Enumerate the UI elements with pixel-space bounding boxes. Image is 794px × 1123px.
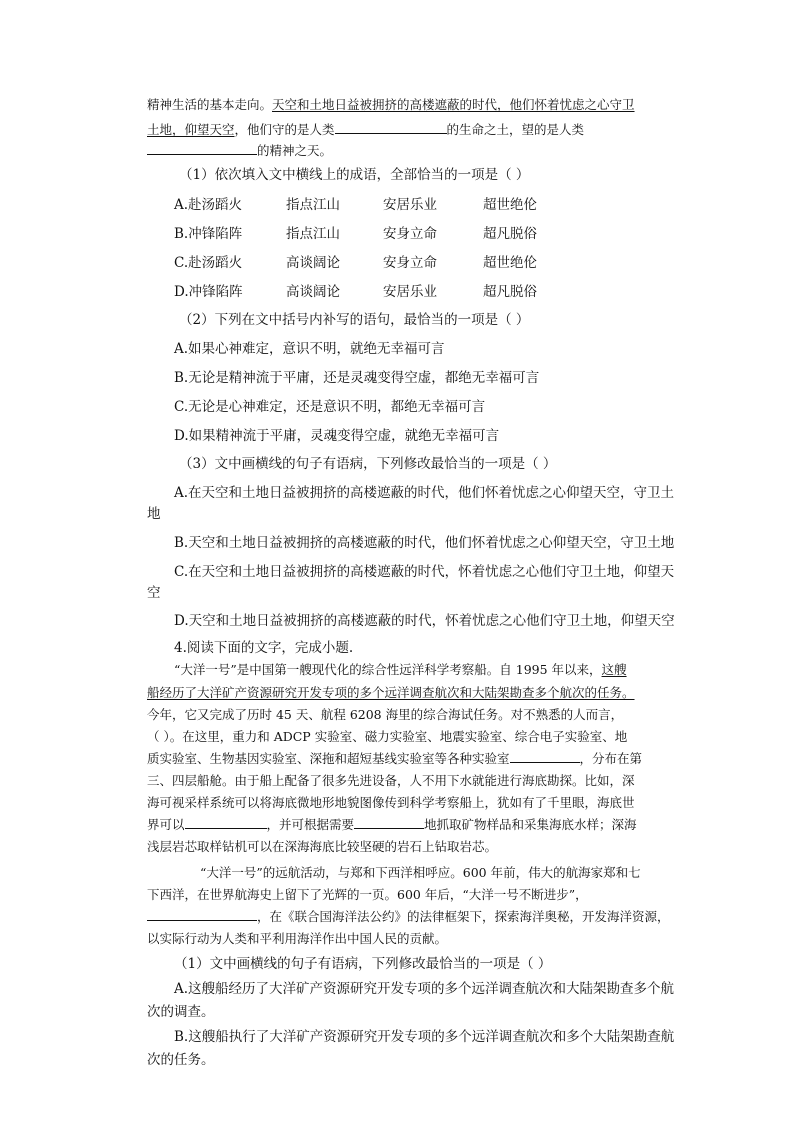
fill-blank[interactable] (185, 816, 267, 829)
q4-p1-line5: 质实验室、生物基因实验室、深拖和超短基线实验室等各种实验室 ，分布在第 (147, 751, 643, 766)
q1-option-b[interactable]: B.冲锋陷阵 指点江山 安身立命 超凡脱俗 (174, 226, 537, 242)
q3-option-d[interactable]: D.天空和土地日益被拥挤的高楼遮蔽的时代，怀着忧虑之心他们守卫土地，仰望天空 (174, 613, 675, 629)
passage1-line3: 的精神之天。 (147, 142, 332, 160)
fill-blank[interactable] (335, 121, 447, 134)
q4-heading: 4.阅读下面的文字，完成小题. (174, 640, 354, 656)
underlined-sentence-end: 土地，仰望天空 (147, 122, 235, 137)
underlined-sentence: 天空和土地日益被拥挤的高楼遮蔽的时代，他们怀着忧虑之心守卫 (272, 97, 635, 112)
q4-p2-line2: 下西洋，在世界航海史上留下了光辉的一页。600 年后，“大洋一号不断进步”， (147, 887, 588, 902)
q4-sub1-option-a-cont: 次的调查。 (147, 1004, 215, 1020)
q2-option-c[interactable]: C.无论是心神难定，还是意识不明，都绝无幸福可言 (174, 399, 486, 415)
q4-p2-line1: “大洋一号”的远航活动，与郑和下西洋相呼应。600 年前，伟大的航海家郑和七 (200, 865, 641, 880)
q4-sub1-stem: （1）文中画横线的句子有语病，下列修改最恰当的一项是（ ） (174, 956, 552, 972)
q4-p1-line8: 界可以 ，并可根据需要 地抓取矿物样品和采集海底水样；深海 (147, 817, 637, 832)
q2-option-a[interactable]: A.如果心神难定，意识不明，就绝无幸福可言 (174, 341, 445, 357)
q2-option-d[interactable]: D.如果精神流于平庸，灵魂变得空虚，就绝无幸福可言 (174, 428, 500, 444)
q3-option-c[interactable]: C.在天空和土地日益被拥挤的高楼遮蔽的时代，怀着忧虑之心他们守卫土地，仰望天 (174, 564, 675, 580)
q4-p2-line3: ，在《联合国海洋法公约》的法律框架下，探索海洋奥秘，开发海洋资源， (147, 908, 670, 926)
q4-sub1-option-a[interactable]: A.这艘船经历了大洋矿产资源研究开发专项的多个远洋调查航次和大陆架勘查多个航 (174, 981, 675, 997)
q1-option-d[interactable]: D.冲锋陷阵 高谈阔论 安居乐业 超凡脱俗 (174, 284, 537, 300)
fill-blank[interactable] (510, 750, 580, 763)
q4-sub1-option-b-cont: 次的任务。 (147, 1052, 215, 1068)
q1-option-c[interactable]: C.赴汤蹈火 高谈阔论 安身立命 超世绝伦 (174, 255, 537, 271)
q4-p2-line4: 以实际行动为人类和平利用海洋作出中国人民的贡献。 (147, 931, 448, 946)
q2-option-b[interactable]: B.无论是精神流于平庸，还是灵魂变得空虚，都绝无幸福可言 (174, 370, 540, 386)
q4-sub1-option-b[interactable]: B.这艘船执行了大洋矿产资源研究开发专项的多个远洋调查航次和多个大陆架勘查航 (174, 1029, 675, 1045)
passage1-line1: 精神生活的基本走向。天空和土地日益被拥挤的高楼遮蔽的时代，他们怀着忧虑之心守卫 (147, 97, 635, 112)
q1-option-a[interactable]: A.赴汤蹈火 指点江山 安居乐业 超世绝伦 (174, 197, 537, 213)
q4-p1-line3: 今年，它又完成了历时 45 天、航程 6208 海里的综合海试任务。对不熟悉的人而言， (147, 707, 624, 722)
q3-option-c-cont: 空 (147, 585, 161, 601)
q4-p1-line2-underlined: 船经历了大洋矿产资源研究开发专项的多个远洋调查航次和大陆架勘查多个航次的任务。 (147, 685, 635, 700)
q3-option-a-cont: 地 (147, 506, 161, 522)
underlined-sentence: 这艘 (601, 662, 627, 677)
q4-p1-line6: 三、四层船舱。由于船上配备了很多先进设备，人不用下水就能进行海底勘探。比如，深 (147, 773, 635, 788)
passage1-line2: 土地，仰望天空，他们守的是人类 的生命之土，望的是人类 (147, 122, 585, 137)
q4-p1-line7: 海可视采样系统可以将海底微地形地貌图像传到科学考察船上，犹如有了千里眼，海底世 (147, 795, 635, 810)
q3-stem: （3）文中画横线的句子有语病，下列修改最恰当的一项是（ ） (179, 456, 557, 472)
q1-stem: （1）依次填入文中横线上的成语，全部恰当的一项是（ ） (179, 167, 530, 183)
fill-blank[interactable] (147, 908, 257, 921)
fill-blank[interactable] (147, 142, 257, 155)
q4-p1-line9: 浅层岩芯取样钻机可以在深海海底比较坚硬的岩石上钻取岩芯。 (147, 839, 498, 854)
q2-stem: （2）下列在文中括号内补写的语句，最恰当的一项是（ ） (179, 312, 530, 328)
fill-blank[interactable] (354, 816, 424, 829)
q4-p1-line4: （ ）。在这里，重力和 ADCP 实验室、磁力实验室、地震实验室、综合电子实验室、地 (147, 729, 628, 744)
q3-option-b[interactable]: B.天空和土地日益被拥挤的高楼遮蔽的时代，他们怀着忧虑之心仰望天空，守卫土地 (174, 535, 675, 551)
q3-option-a[interactable]: A.在天空和土地日益被拥挤的高楼遮蔽的时代，他们怀着忧虑之心仰望天空，守卫土 (174, 485, 675, 501)
q4-p1-line1: “大洋一号”是中国第一艘现代化的综合性远洋科学考察船。自 1995 年以来，这艘 (174, 662, 627, 677)
